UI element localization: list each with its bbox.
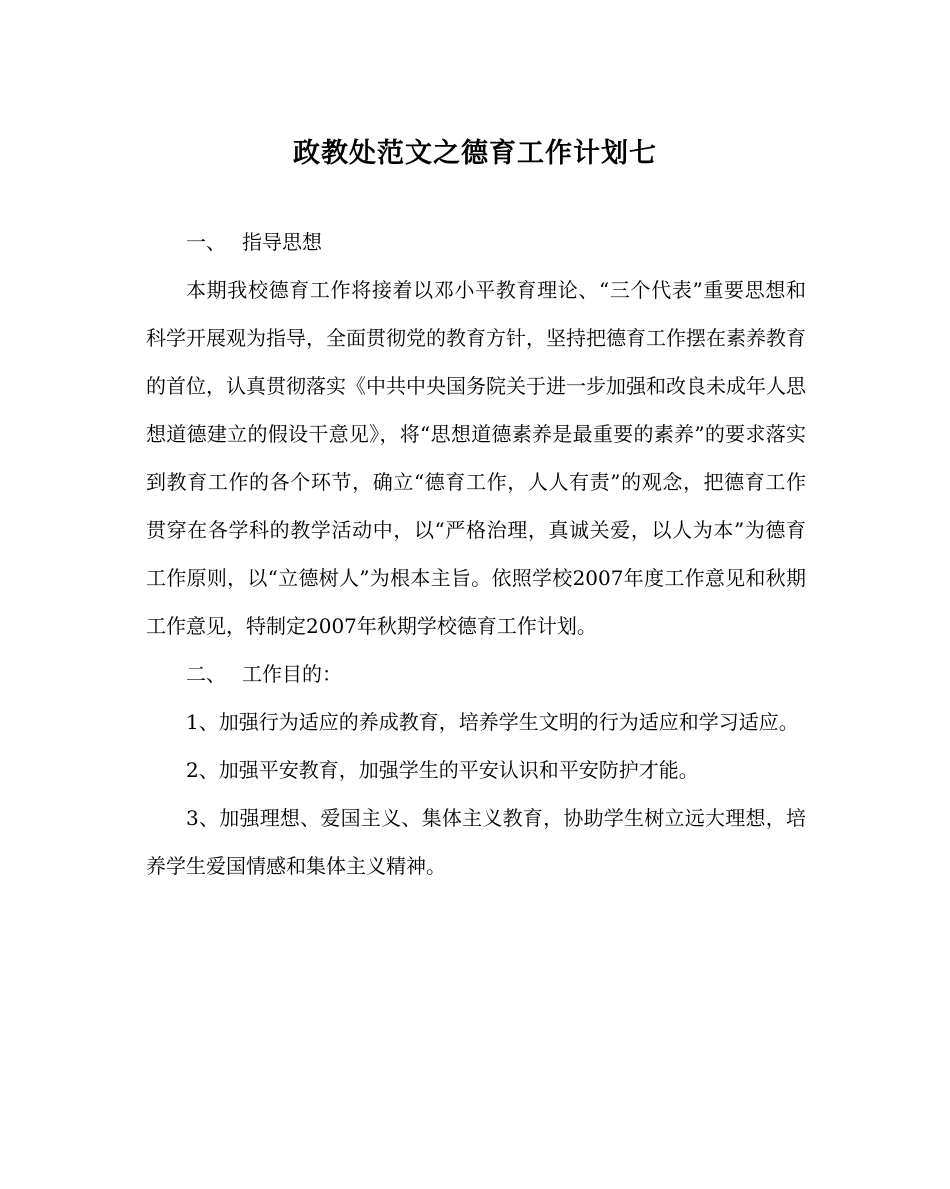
list-item-goal-1: 1、加强行为适应的养成教育，培养学生文明的行为适应和学习适应。 [186,710,799,734]
paragraph-guiding-thought: 本期我校德育工作将接着以邓小平教育理论、“三个代表”重要思想和科学开展观为指导，全面贯彻党的教育方针，坚持把德育工作摆在素养教育的首位，认真贯彻落实《中共中央国务院关于进一步加强和改良未成年人思想道德建立的假设干意见》，将“思想道德素养是最重要的素养”的要求落实到教育工作的各个环节，确立“德育工作，人人有责”的观念，把德育工作贯穿在各学科的教学活动中，以“严格治理，真诚关爱，以人为本”为德育工作原则，以“立德树人”为根本主旨。依照学校2007年度工作意见和秋期工作意见，特制定2007年秋期学校德育工作计划。 [146,278,806,638]
section-heading-text: 工作目的： [242,662,342,686]
section-number: 一、 [186,230,226,254]
section-number: 二、 [186,662,226,686]
list-item-goal-3: 3、加强理想、爱国主义、集体主义教育，协助学生树立远大理想，培养学生爱国情感和集体主义精神。 [146,806,806,878]
section-heading-guiding-thought [146,218,806,266]
section-heading-work-goals [146,650,806,698]
section-heading-text: 指导思想 [242,230,322,254]
document-body [146,218,806,890]
document-title: 政教处范文之德育工作计划七 [293,138,657,169]
list-item-goal-2: 2、加强平安教育，加强学生的平安认识和平安防护才能。 [186,758,699,782]
